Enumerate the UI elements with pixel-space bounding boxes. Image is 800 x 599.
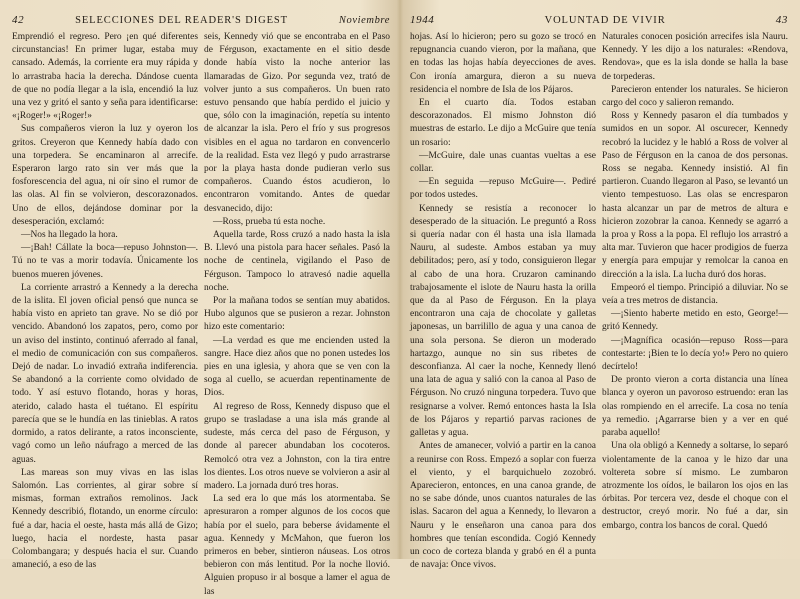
right-page-header bbox=[410, 14, 788, 28]
paragraph: Las mareas son muy vivas en las islas Salomón. Las corrientes, al girar sobre sí mismas, forman extraños remolinos. Jack Kennedy describió, flotando, un enorme círculo: fué a dar, hacia el oeste, hasta más allá de Gizo; luego, hacia el nordeste, hasta pasar Colombangara; y después hacia el sur. Cuando amaneció, a eso de las bbox=[12, 467, 198, 571]
right-column-1 bbox=[410, 31, 596, 569]
right-columns bbox=[410, 31, 788, 569]
paragraph: Por la mañana todos se sentían muy abatidos. Hubo algunos que se pusieron a rezar. Johnston hizo este comentario: bbox=[204, 296, 390, 333]
left-page bbox=[0, 0, 398, 597]
paragraph: —McGuire, dale unas cuantas vueltas a ese collar. bbox=[410, 150, 596, 175]
paragraph: De pronto vieron a corta distancia una línea blanca y oyeron un pavoroso estruendo: eran las olas rompiendo en el arrecife. La cosa no tenía ya remedio. ¡Agarrarse bien y a ver en qué paraba aquello! bbox=[602, 375, 788, 439]
paragraph: Parecieron entender los naturales. Se hicieron cargo del coco y salieron remando. bbox=[602, 84, 788, 109]
left-columns bbox=[12, 31, 390, 597]
paragraph: —¡Siento haberte metido en esto, George!—gritó Kennedy. bbox=[602, 309, 788, 333]
paragraph: En el cuarto día. Todos estaban descorazonados. El mismo Johnston dió muestras de estarlo. Le dijo a McGuire que tenía un rosario: bbox=[410, 98, 596, 148]
paragraph: hojas. Así lo hicieron; pero su gozo se trocó en repugnancia cuando vieron, por la mañana, que en todas las hojas había deyecciones de aves. Con ironía amargura, dieron a su nueva residencia el nombre de Isla de los Pájaros. bbox=[410, 32, 596, 95]
paragraph: Antes de amanecer, volvió a partir en la canoa a reunirse con Ross. Empezó a soplar con fuerza el viento, y el barquichuelo zozobró. Aparecieron, entonces, en una canoa grande, de no se sabe dónde, unos cuantos naturales de las islas. Sacaron del agua a Kennedy, lo llevaron a Nauru y le enseñaron una canoa para dos hombres que tenían escondida. Cogió Kennedy un coco de corteza blanda y grabó en él a punta de navaja: Once vivos. bbox=[410, 441, 596, 571]
paragraph: Al regreso de Ross, Kennedy dispuso que el grupo se trasladase a una isla más grande al sudeste, más cerca del paso de Férguson, y donde al parecer abundaban los cocoteros. Remolcó otra vez a Johnston, con la tira entre los dientes. Los otros nueve se volvieron a asir al madero. La jornada duró tres horas. bbox=[204, 401, 390, 491]
paragraph: La sed era lo que más los atormentaba. Se apresuraron a romper algunos de los cocos que había por el suelo, para beberse ávidamente el agua. Kennedy y McMahon, que fueron los primeros en beber, sintieron náuseas. Los otros bebieron con más lentitud. Por la noche llovió. Alguien propuso ir al bosque a lamer el agua de las bbox=[204, 494, 390, 597]
left-column-1 bbox=[12, 31, 198, 569]
paragraph: seis, Kennedy vió que se encontraba en el Paso de Férguson, exactamente en el sitio desde donde había visto la noche anterior las llamaradas de Gizo. Por segunda vez, trató de volver junto a sus compañeros. Un buen rato estuvo pensando que había perdido el juicio y que, sólo con la imaginación, repetía su intento de alcanzar la isla. Pero el frío y sus progresos visibles en el agua no tardaron en convencerlo de la realidad. Esta vez llegó y pudo arrastrarse por la playa hasta donde pudieran verlo sus compañeros. Cuando éstos acudieron, lo encontraron vomitando. Antes de quedar desvanecido, dijo: bbox=[204, 32, 390, 214]
right-column-2 bbox=[602, 31, 788, 569]
paragraph: La corriente arrastró a Kennedy a la derecha de la islita. El joven oficial pensó que nunca se había visto en aprieto tan grave. No se dió por vencido. Abandonó los zapatos, pero, como por un aviso del instinto, continuó aferrado al fanal, el medio de comunicación con sus compañeros. Dejó de nadar. Lo invadió extraña indiferencia. Se abandonó a la corriente como olvidado de todo. Y así estuvo flotando, horas y horas, aterido, calado hasta el tuétano. El espíritu parecía que se le hundía en las tinieblas. A ratos dormido, a ratos delirante, a ratos inconsciente, vagó como un leño náufrago a merced de las aguas. bbox=[12, 282, 198, 465]
right-page-number: 43 bbox=[775, 14, 788, 26]
left-running-title: SELECCIONES DEL READER'S DIGEST bbox=[75, 15, 288, 26]
right-running-title: VOLUNTAD DE VIVIR bbox=[544, 15, 666, 26]
paragraph: —Ross, prueba tú esta noche. bbox=[213, 216, 326, 227]
paragraph: Emprendió el regreso. Pero ¡en qué diferentes circunstancias! En primer lugar, estaba muy cansado. Además, la corriente era muy rápida y lo arrastraba hacia la derecha. Dándose cuenta de que no podía llegar a la isla, encendió la luz una vez y gritó el santo y seña para identificarse: «¡Roger!» «¡Roger!» bbox=[12, 32, 198, 122]
paragraph: —¡Bah! Cállate la boca—repuso Johnston—. Tú no te vas a morir todavía. Únicamente los buenos mueren jóvenes. bbox=[12, 243, 198, 280]
left-page-header bbox=[12, 14, 390, 28]
paragraph: —En seguida —repuso McGuire—. Pediré por todos ustedes. bbox=[410, 177, 596, 201]
left-month: Noviembre bbox=[338, 15, 390, 26]
paragraph: Kennedy se resistía a reconocer lo desesperado de la situación. Le preguntó a Ross si quería nadar con él hasta una isla llamada Nauru, al sudeste. Ambos estaban ya muy debilitados; pero, así y todo, consiguieron llegar al cabo de una hora. Cruzaron caminando trabajosamente el islote de Nauru hasta la orilla que da al Paso de Férguson. En la playa encontraron una caja de chocolate y galletas japonesas, un barrilillo de agua y una canoa de una sola persona. Se dieron un moderado hartazgo, aunque no sin sus ribetes de desconfianza. Al caer la noche, Kennedy llenó una lata de agua y salió con la canoa al Paso de Férguson. No cruzó ninguna torpedera. Tuvo que resignarse a volver. Remó entonces hasta la Isla de los Pájaros y repartió parvas raciones de galletas y agua. bbox=[410, 203, 596, 439]
paragraph: —La verdad es que me encienden usted la sangre. Hace diez años que no ponen ustedes los pies en una iglesia, y ahora que se ven con la soga al cuello, se acuerdan repentinamente de Dios. bbox=[204, 335, 390, 399]
paragraph: —Nos ha llegado la hora. bbox=[21, 230, 118, 241]
right-page bbox=[402, 0, 800, 571]
paragraph: —¡Magnífica ocasión—repuso Ross—para contestarte: ¡Bien te lo decía yo!» Pero no quiero decírtelo! bbox=[602, 335, 788, 373]
left-column-2 bbox=[204, 31, 390, 597]
paragraph: Sus compañeros vieron la luz y oyeron los gritos. Creyeron que Kennedy había dado con una torpedera. Se encaminaron al arrecife. Esperaron largo rato sin ver más que la fosforescencia del agua, ni oír sino el rumor de las olas. Al fin se volvieron, descorazonados. Uno de ellos, dejándose dominar por la desesperación, exclamó: bbox=[12, 124, 198, 227]
paragraph: Ross y Kennedy pasaron el día tumbados y sumidos en un sopor. Al oscurecer, Kennedy recobró la lucidez y le habló a Ross de volver al Paso de Férguson en la canoa de dos personas. Ross se negaba. Kennedy insistió. Al fin partieron. Cuando llegaron al Paso, se levantó un viento tempestuoso. Las olas se encresparon hasta alcanzar un par de metros de altura e hicieron zozobrar la canoa. Kennedy se agarró a la proa y Ross a la popa. El reflujo los arrastró a alta mar. Tuvieron que hacer prodigios de fuerza y energía para empujar y remolcar la canoa en dirección a la isla. La lucha duró dos horas. bbox=[602, 111, 788, 280]
right-year: 1944 bbox=[410, 14, 435, 26]
paragraph: Una ola obligó a Kennedy a soltarse, lo separó violentamente de la canoa y le hizo dar una voltereta sobre sí mismo. Le zumbaron atrozmente los oídos, le bailaron los ojos en las órbitas. Por tercera vez, desde el choque con el destructor, creyó morir. No fué a dar, sin embargo, contra los bancos de coral. Quedó bbox=[602, 441, 788, 531]
paragraph: Empeoró el tiempo. Principió a diluviar. No se veía a tres metros de distancia. bbox=[602, 282, 788, 307]
left-page-number: 42 bbox=[12, 14, 25, 26]
paragraph: Naturales conocen posición arrecifes isla Nauru. Kennedy. Y les dijo a los naturales: «Rendova, Rendova», que es la isla donde se halla la base de torpederas. bbox=[602, 32, 788, 82]
paragraph: Aquella tarde, Ross cruzó a nado hasta la isla B. Llevó una pistola para hacer señales. Pasó la noche de centinela, vigilando el Paso de Férguson. Tampoco lo atravesó nadie aquella noche. bbox=[204, 230, 390, 293]
